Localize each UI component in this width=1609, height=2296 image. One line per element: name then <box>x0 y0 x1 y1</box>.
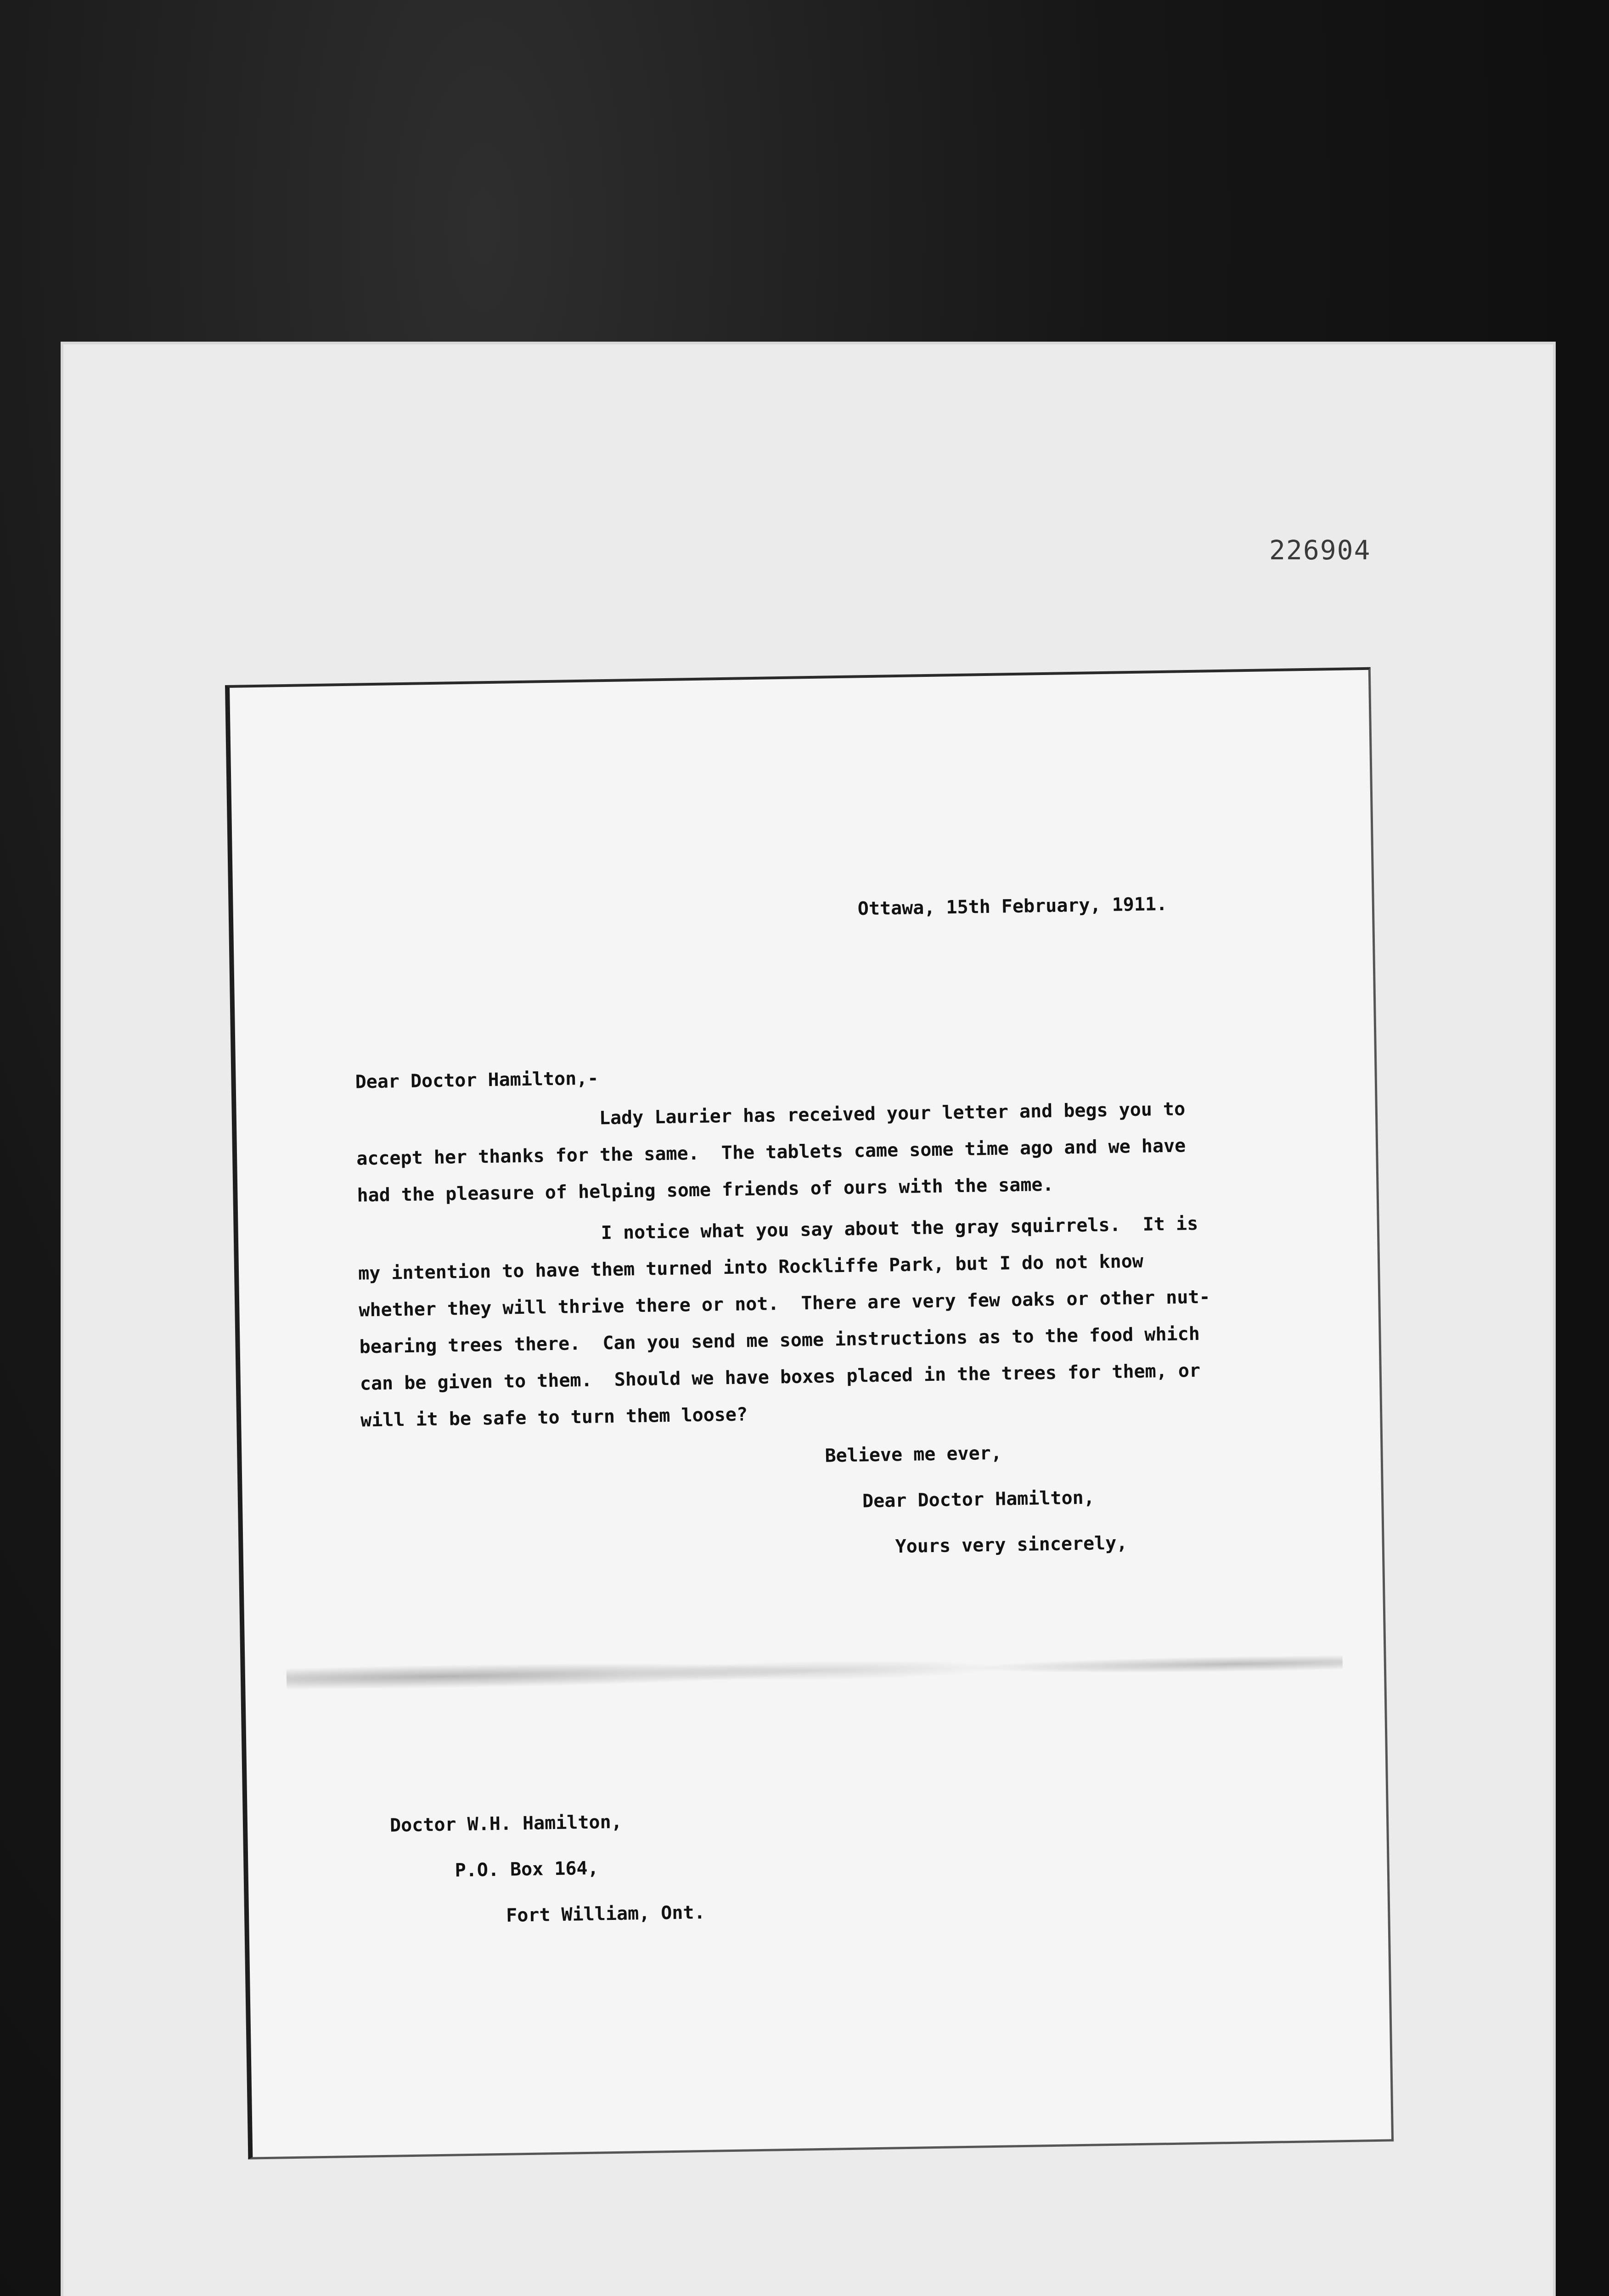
letter-closing: Believe me ever, <box>825 1442 1002 1467</box>
letter-body-line: Lady Laurier has received your letter and begs you to <box>599 1098 1186 1129</box>
letter-body-line: accept her thanks for the same. The tablets came some time ago and we have <box>356 1135 1186 1170</box>
letter-body-line: bearing trees there. Can you send me some instructions as to the food which <box>359 1323 1200 1358</box>
archive-stamp-number: 226904 <box>1269 535 1371 566</box>
letter-page <box>225 667 1394 2160</box>
recipient-address-line: P.O. Box 164, <box>455 1857 599 1881</box>
photographed-sheet <box>61 342 1556 2296</box>
letter-body-line: whether they will thrive there or not. There are very few oaks or other nut- <box>359 1286 1210 1321</box>
letter-salutation: Dear Doctor Hamilton,- <box>355 1068 599 1093</box>
letter-body-line: my intention to have them turned into Rockliffe Park, but I do not know <box>358 1250 1144 1284</box>
recipient-address-line: Fort William, Ont. <box>506 1902 705 1926</box>
letter-body-line: will it be safe to turn them loose? <box>360 1404 748 1431</box>
recipient-address-line: Doctor W.H. Hamilton, <box>389 1811 623 1836</box>
letter-closing: Yours very sincerely, <box>895 1532 1128 1558</box>
carbon-smudge <box>286 1635 1343 1706</box>
letter-closing: Dear Doctor Hamilton, <box>862 1487 1095 1512</box>
letter-body-line: can be given to them. Should we have boxes placed in the trees for them, or <box>360 1360 1201 1395</box>
letter-body-line: had the pleasure of helping some friends of ours with the same. <box>357 1174 1054 1206</box>
letter-body-line: I notice what you say about the gray squirrels. It is <box>601 1213 1198 1244</box>
letter-date: Ottawa, 15th February, 1911. <box>857 893 1168 920</box>
